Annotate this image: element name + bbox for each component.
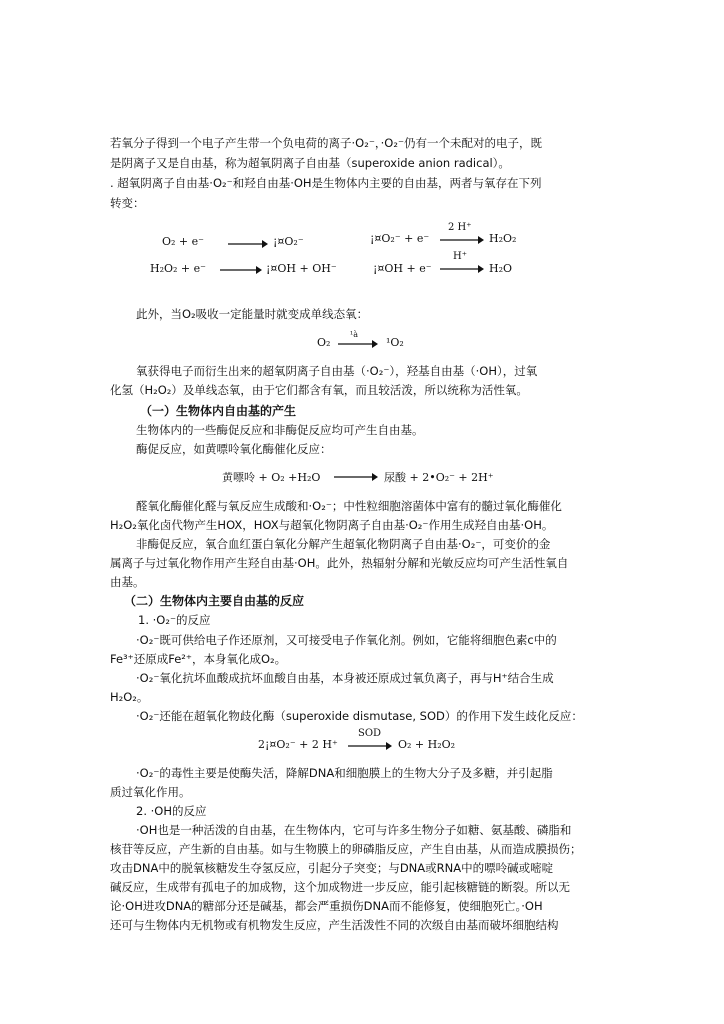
para4-line-5: 由基。 [110,575,145,589]
para3-line-2: 酶促反应，如黄嘌呤氧化酶催化反应： [136,442,332,456]
para4-line-4: 属离子与过氧化物作用产生羟自由基·OH。此外，热辐射分解和光敏反应均可产生活性氧自 [110,556,569,570]
eq1-r1-left: O₂ + e⁻ [162,235,204,248]
para4-line-2: H₂O₂氧化卤代物产生HOX，HOX与超氧化物阴离子自由基·O₂⁻作用生成羟自由基·OH。 [110,518,554,532]
para7-line-5: 论·OH进攻DNA的糖部分还是碱基，都会严重损伤DNA而不能修复，使细胞死亡。·OH [110,899,543,913]
para5-line-1: ·O₂⁻既可供给电子作还原剂，又可接受电子作氧化剂。例如，它能将细胞色素c中的 [136,633,557,647]
eq3-right: 尿酸 + 2•O₂⁻ + 2H⁺ [384,471,494,484]
para5-line-5: ·O₂⁻还能在超氧化物歧化酶（superoxide dismutase, SOD）的作用下发生歧化反应： [136,709,583,723]
eq1-r2b-arrow [440,265,484,273]
para4-line-1: 醛氧化酶催化醛与氧反应生成酸和·O₂⁻；中性粒细胞溶菌体中富有的髓过氧化酶催化 [136,499,562,513]
intro-line-1: 若氧分子得到一个电子产生带一个负电荷的离子·O₂⁻，·O₂⁻仍有一个未配对的电子，既 [110,136,543,150]
para7-line-4: 碱反应，生成带有孤电子的加成物，这个加成物进一步反应，能引起核糖链的断裂。所以无 [110,880,570,894]
intro-line-2: 是阴离子又是自由基，称为超氧阴离子自由基（superoxide anion radical）。 [110,156,510,170]
eq1-r1-arrow [228,240,268,248]
eq1-r1b-left: ¡¤O₂⁻ + e⁻ [370,232,430,245]
eq1-r1b-right: H₂O₂ [489,232,517,245]
eq4-label: SOD [358,728,382,739]
para7-line-2: 核苷等反应，产生新的自由基。如与生物膜上的卵磷脂反应，产生自由基，从而造成膜损伤； [110,842,582,856]
eq2-arrow [338,340,378,348]
heading-2: （二）生物体内主要自由基的反应 [124,594,305,608]
para5-line-4: H₂O₂。 [110,690,149,704]
para7-line-6: 还可与生物体内无机物或有机物发生反应，产生活泼性不同的次级自由基而破坏细胞结构 [110,918,559,932]
eq3-left: 黄嘌呤 + O₂ +H₂O [222,471,321,484]
para5-line-2: Fe³⁺还原成Fe²⁺，本身氧化成O₂。 [110,652,287,666]
para7-line-1: ·OH也是一种活泼的自由基，在生物体内，它可与许多生物分子如糖、氨基酸、磷脂和 [136,823,572,837]
intro-line-3: . 超氧阴离子自由基·O₂⁻和羟自由基·OH是生物体内主要的自由基，两者与氧存在下列 [110,176,542,190]
eq1-r2-arrow [220,266,262,274]
heading-1: （一）生物体内自由基的产生 [140,404,297,418]
para2-line-2: 化氢（H₂O₂）及单线态氧，由于它们都含有氧，而且较活泼，所以统称为活性氧。 [110,383,528,397]
para2-line-1: 氧获得电子而衍生出来的超氧阴离子自由基（·O₂⁻），羟基自由基（·OH），过氧 [136,364,538,378]
eq1-r1b-label: 2 H⁺ [448,222,472,233]
eq1-r1b-arrow [440,236,484,244]
eq4-right: O₂ + H₂O₂ [398,738,456,751]
eq1-r2b-label: H⁺ [453,251,467,262]
eq4-left: 2¡¤O₂⁻ + 2 H⁺ [258,738,338,751]
eq1-r2b-left: ¡¤OH + e⁻ [373,262,432,275]
eq1-r2b-right: H₂O [489,262,513,275]
para7-line-3: 攻击DNA中的脱氧核糖发生夺氢反应，引起分子突变；与DNA或RNA中的嘌呤碱或嘧啶 [110,861,554,875]
singlet-intro: 此外，当O₂吸收一定能量时就变成单线态氧： [136,307,369,321]
eq1-r2-left: H₂O₂ + e⁻ [150,262,206,275]
para3-line-1: 生物体内的一些酶促反应和非酶促反应均可产生自由基。 [136,423,424,437]
para6-line-2: 质过氧化作用。 [110,785,191,799]
intro-line-4: 转变： [110,196,145,210]
subheading-1: 1. ·O₂⁻的反应 [138,613,211,627]
eq2-left: O₂ [317,336,331,349]
para5-line-3: ·O₂⁻氧化抗坏血酸成抗坏血酸自由基，本身被还原成过氧负离子，再与H⁺结合生成 [136,671,554,685]
eq1-r1-right: ¡¤O₂⁻ [273,235,304,248]
eq2-right: ¹O₂ [386,336,404,349]
eq2-label: ¹à [350,330,358,339]
para4-line-3: 非酶促反应，氧合血红蛋白氧化分解产生超氧化物阴离子自由基·O₂⁻，可变价的金 [136,537,551,551]
para6-line-1: ·O₂⁻的毒性主要是使酶失活，降解DNA和细胞膜上的生物大分子及多糖，并引起脂 [136,766,553,780]
eq4-arrow [348,742,392,750]
subheading-2: 2. ·OH的反应 [136,804,207,818]
eq3-arrow [334,473,378,481]
eq1-r2-right: ¡¤OH + OH⁻ [266,262,337,275]
